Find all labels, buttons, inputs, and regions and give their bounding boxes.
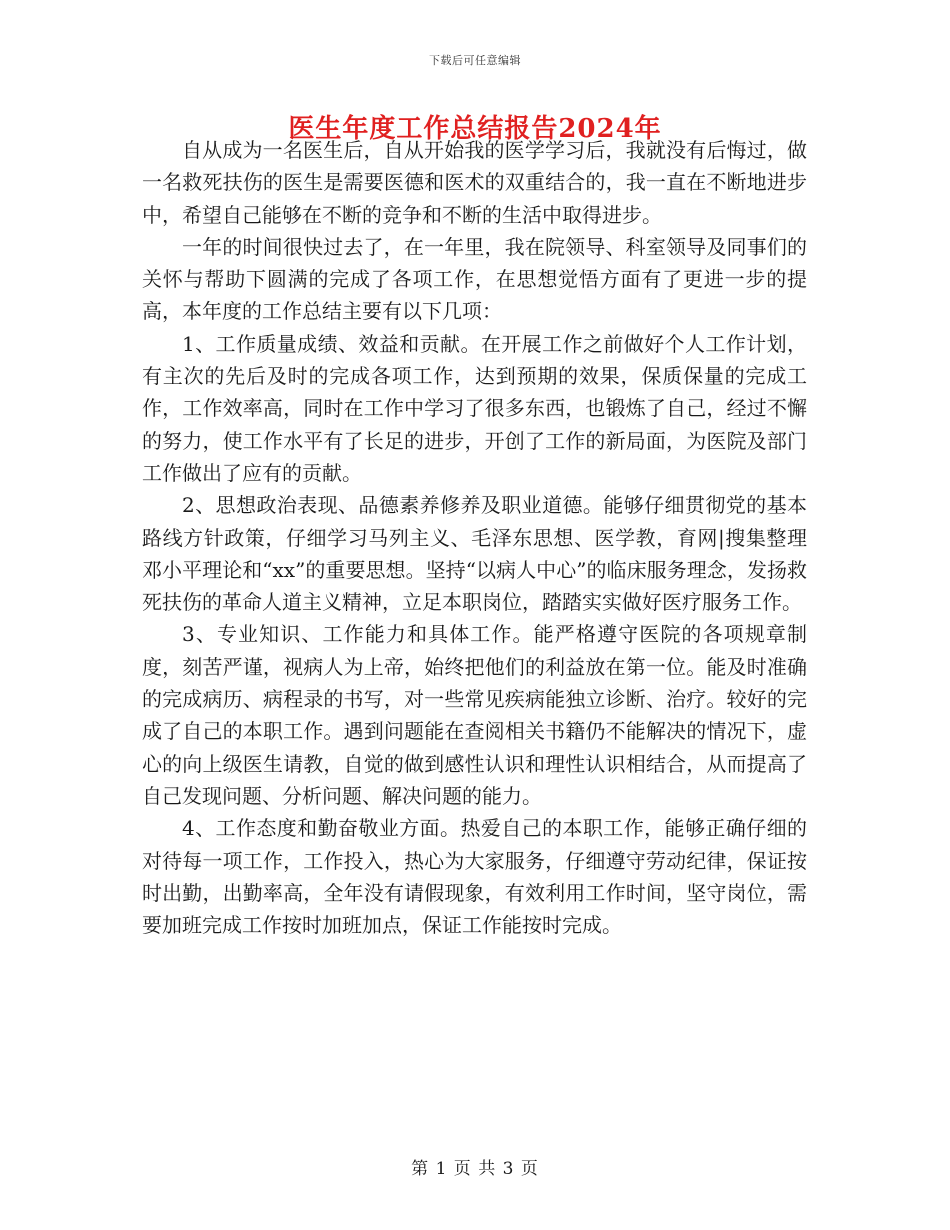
- page-header-note: 下载后可任意编辑: [429, 54, 521, 67]
- paragraph-intro: 自从成为一名医生后，自从开始我的医学学习后，我就没有后悔过，做一名救死扶伤的医生是需要医德和医术的双重结合的，我一直在不断地进步中，希望自己能够在不断的竞争和不断的生活中取得进步。: [142, 138, 807, 227]
- paragraph-item-1: 1、工作质量成绩、效益和贡献。在开展工作之前做好个人工作计划，有主次的先后及时的完成各项工作，达到预期的效果，保质保量的完成工作，工作效率高，同时在工作中学习了很多东西，也锻炼了自己，经过不懈的努力，使工作水平有了长足的进步，开创了工作的新局面，为医院及部门工作做出了应有的贡献。: [142, 331, 807, 485]
- document-title: 医生年度工作总结报告2024年: [288, 114, 662, 144]
- paragraph-item-4: 4、工作态度和勤奋敬业方面。热爱自己的本职工作，能够正确仔细的对待每一项工作，工作投入，热心为大家服务，仔细遵守劳动纪律，保证按时出勤，出勤率高，全年没有请假现象，有效利用工作时间，坚守岗位，需要加班完成工作按时加班加点，保证工作能按时完成。: [142, 816, 807, 938]
- page-number-footer: 第 1 页 共 3 页: [411, 1159, 539, 1179]
- paragraph-item-3: 3、专业知识、工作能力和具体工作。能严格遵守医院的各项规章制度，刻苦严谨，视病人为上帝，始终把他们的利益放在第一位。能及时准确的完成病历、病程录的书写，对一些常见疾病能独立诊断、治疗。较好的完成了自己的本职工作。遇到问题能在查阅相关书籍仍不能解决的情况下，虚心的向上级医生请教，自觉的做到感性认识和理性认识相结合，从而提高了自己发现问题、分析问题、解决问题的能力。: [142, 622, 807, 808]
- document-body: [142, 134, 807, 941]
- paragraph-overview: 一年的时间很快过去了，在一年里，我在院领导、科室领导及同事们的关怀与帮助下圆满的完成了各项工作，在思想觉悟方面有了更进一步的提高，本年度的工作总结主要有以下几项：: [142, 234, 807, 324]
- paragraph-item-2: 2、思想政治表现、品德素养修养及职业道德。能够仔细贯彻党的基本路线方针政策，仔细学习马列主义、毛泽东思想、医学教，育网|搜集整理邓小平理论和“xx”的重要思想。坚持“以病人中心”的临床服务理念，发扬救死扶伤的革命人道主义精神，立足本职岗位，踏踏实实做好医疗服务工作。: [142, 493, 807, 615]
